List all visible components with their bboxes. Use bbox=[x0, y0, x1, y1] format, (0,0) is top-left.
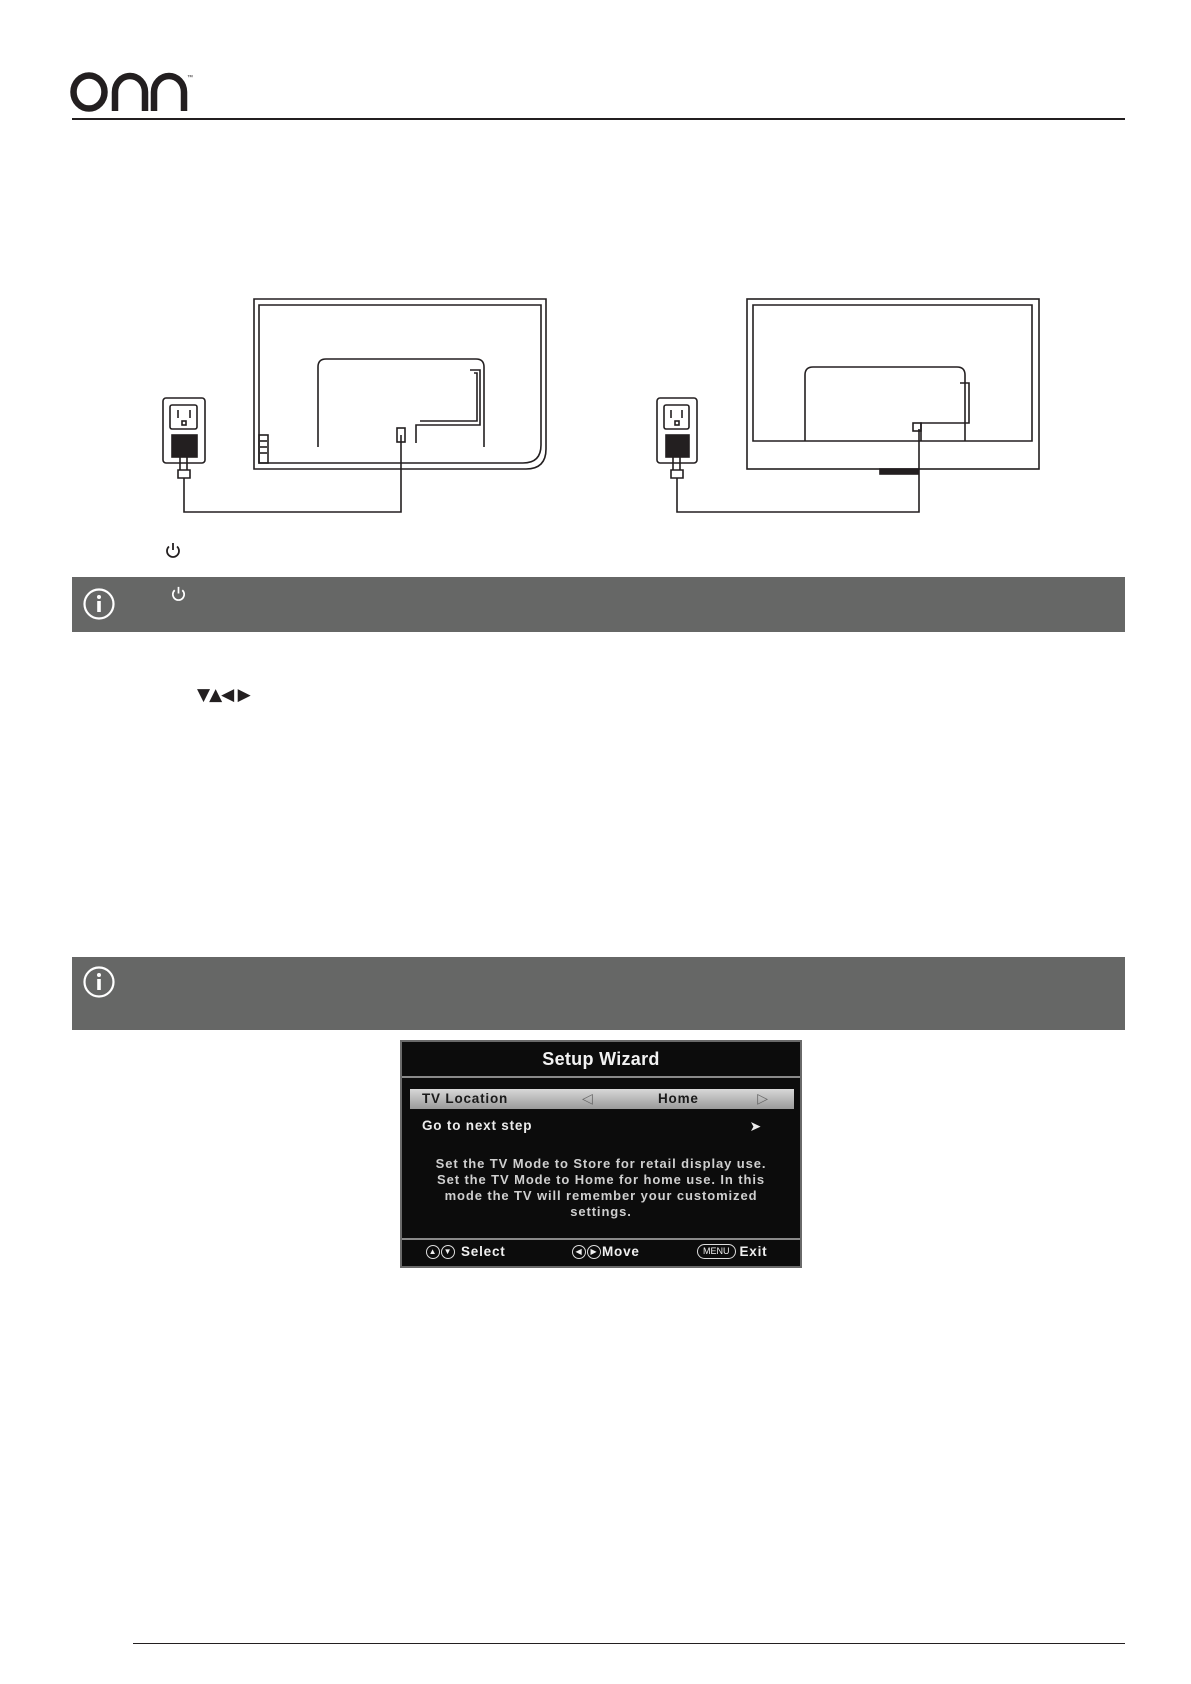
arrow-left-icon[interactable]: ◁ bbox=[582, 1090, 593, 1106]
setup-wizard-screen bbox=[400, 1040, 802, 1268]
chevron-right-icon: ➤ bbox=[749, 1118, 762, 1134]
info-icon bbox=[82, 587, 116, 621]
onn-logo bbox=[70, 68, 200, 116]
arrow-right-icon[interactable]: ▷ bbox=[757, 1090, 768, 1106]
up-button-icon: ▲ bbox=[426, 1245, 440, 1259]
power-connection-diagram-left bbox=[150, 295, 555, 515]
tv-location-label: TV Location bbox=[422, 1091, 509, 1106]
tv-location-value: Home bbox=[658, 1091, 699, 1106]
svg-text:™: ™ bbox=[187, 75, 193, 81]
header-rule bbox=[72, 118, 1125, 120]
info-icon bbox=[82, 965, 116, 999]
power-icon bbox=[170, 585, 187, 602]
tv-location-row[interactable] bbox=[410, 1089, 794, 1109]
select-label: Select bbox=[461, 1244, 506, 1259]
osd-description: Set the TV Mode to Store for retail display use. Set the TV Mode to Home for home use. In this mode the TV will remember your customized settings. bbox=[435, 1156, 767, 1219]
note-bar-setup bbox=[72, 957, 1125, 1030]
footer-move bbox=[572, 1244, 640, 1259]
osd-title: Setup Wizard bbox=[402, 1042, 800, 1078]
left-button-icon: ◀ bbox=[572, 1245, 586, 1259]
footer-rule bbox=[133, 1643, 1125, 1644]
footer-exit bbox=[697, 1244, 767, 1259]
next-step-label: Go to next step bbox=[422, 1118, 533, 1133]
right-button-icon: ▶ bbox=[587, 1245, 601, 1259]
power-connection-diagram-right bbox=[655, 295, 1060, 515]
move-label: Move bbox=[602, 1244, 640, 1259]
power-icon bbox=[164, 541, 182, 559]
osd-footer bbox=[402, 1238, 800, 1266]
exit-label: Exit bbox=[739, 1244, 768, 1259]
down-button-icon: ▼ bbox=[441, 1245, 455, 1259]
navigation-arrows: ▼▲◀ ▶ bbox=[197, 685, 250, 705]
menu-key-icon: MENU bbox=[697, 1244, 736, 1259]
footer-select bbox=[426, 1244, 506, 1259]
note-bar-power bbox=[72, 577, 1125, 632]
next-step-row[interactable] bbox=[422, 1118, 794, 1138]
